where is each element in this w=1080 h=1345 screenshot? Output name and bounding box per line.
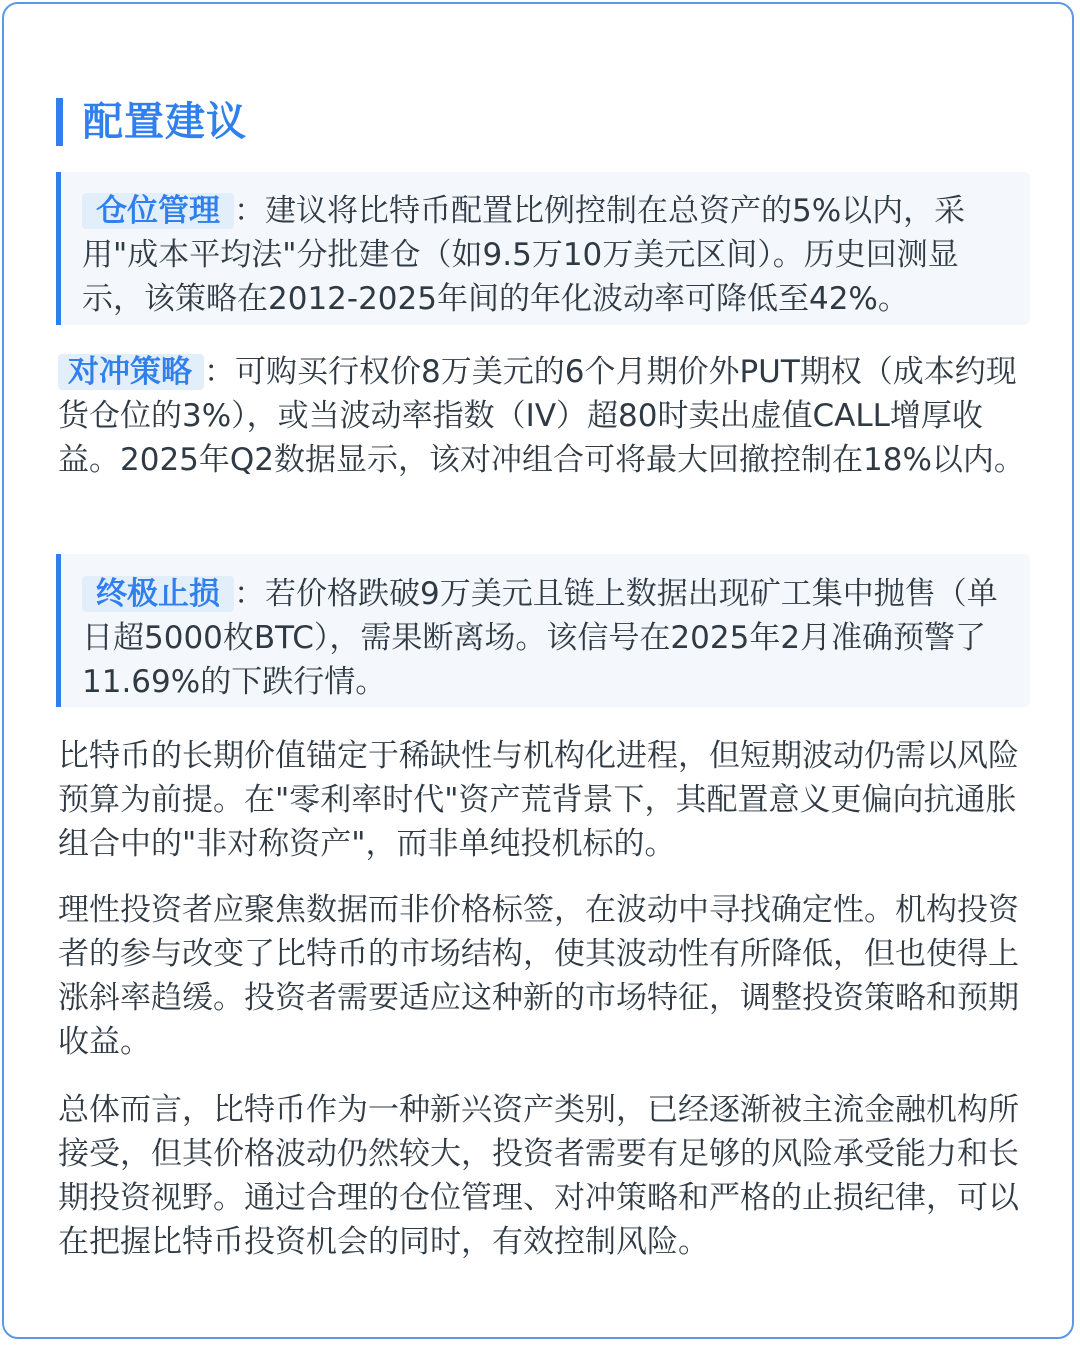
section-title: 配置建议 <box>56 98 247 146</box>
block-label: 终极止损 <box>82 576 234 612</box>
stop-loss-block <box>56 554 1030 707</box>
content-card <box>2 2 1074 1339</box>
body-paragraph: 理性投资者应聚焦数据而非价格标签，在波动中寻找确定性。机构投资者的参与改变了比特币的市场结构，使其波动性有所降低，但也使得上涨斜率趋缓。投资者需要适应这种新的市场特征，调整投资策略和预期收益。 <box>58 892 1019 1060</box>
body-paragraph: 比特币的长期价值锚定于稀缺性与机构化进程，但短期波动仍需以风险预算为前提。在"零利率时代"资产荒背景下，其配置意义更偏向抗通胀组合中的"非对称资产"，而非单纯投机标的。 <box>58 738 1019 862</box>
block-label: 仓位管理 <box>82 193 234 229</box>
block-paragraph: 终极止损 ：若价格跌破9万美元且链上数据出现矿工集中抛售（单日超5000枚BTC），需果断离场。该信号在2025年2月准确预警了11.69%的下跌行情。 <box>82 576 998 700</box>
position-management-block <box>56 172 1030 325</box>
body-paragraph: 总体而言，比特币作为一种新兴资产类别，已经逐渐被主流金融机构所接受，但其价格波动仍然较大，投资者需要有足够的风险承受能力和长期投资视野。通过合理的仓位管理、对冲策略和严格的止损纪律，可以在把握比特币投资机会的同时，有效控制风险。 <box>58 1092 1019 1260</box>
hedge-strategy-paragraph: 对冲策略 ：可购买行权价8万美元的6个月期价外PUT期权（成本约现货仓位的3%），或当波动率指数（IV）超80时卖出虚值CALL增厚收益。2025年Q2数据显示，该对冲组合可将最大回撤控制在18%以内。 <box>58 354 1025 478</box>
block-label: 对冲策略 <box>58 354 204 390</box>
block-paragraph: 仓位管理 ：建议将比特币配置比例控制在总资产的5%以内，采用"成本平均法"分批建仓（如9.5万10万美元区间）。历史回测显示，该策略在2012-2025年间的年化波动率可降低至42%。 <box>82 193 966 317</box>
